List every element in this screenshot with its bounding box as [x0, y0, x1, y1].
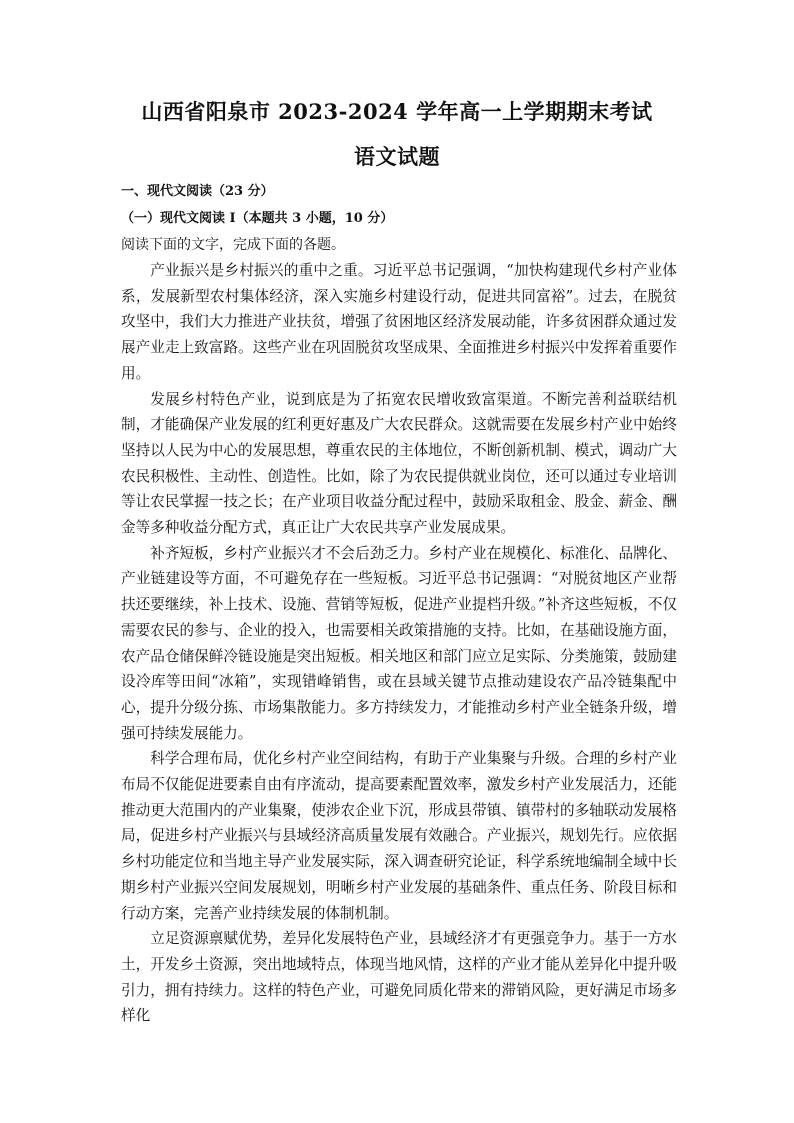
- passage-paragraph: 补齐短板，乡村产业振兴才不会后劲乏力。乡村产业在规模化、标准化、品牌化、产业链建设等方面，不可避免存在一些短板。习近平总书记强调：“对脱贫地区产业帮扶还要继续，补上技术、设施、营销等短板，促进产业提档升级。”补齐这些短板，不仅需要农民的参与、企业的投入，也需要相关政策措施的支持。比如，在基础设施方面，农产品仓储保鲜冷链设施是突出短板。相关地区和部门应立足实际、分类施策，鼓励建设冷库等田间“冰箱”，实现错峰销售，或在县域关键节点推动建设农产品冷链集配中心，提升分级分拣、市场集散能力。多方持续发力，才能推动乡村产业全链条升级，增强可持续发展能力。: [121, 544, 677, 742]
- passage-paragraph: 立足资源禀赋优势，差异化发展特色产业，县域经济才有更强竞争力。基于一方水土，开发乡土资源，突出地域特点，体现当地风情，这样的产业才能从差异化中提升吸引力，拥有持续力。这样的特色产业，可避免同质化带来的滞销风险，更好满足市场多样化: [121, 930, 677, 1025]
- subsection-heading: （一）现代文阅读 I（本题共 3 小题，10 分）: [121, 211, 394, 226]
- document-title: 山西省阳泉市 2023-2024 学年高一上学期期末考试: [141, 99, 653, 124]
- document-subtitle: 语文试题: [354, 144, 440, 169]
- section-heading: 一、现代文阅读（23 分）: [121, 184, 274, 199]
- passage-paragraph: 发展乡村特色产业，说到底是为了拓宽农民增收致富渠道。不断完善利益联结机制，才能确保产业发展的红利更好惠及广大农民群众。这就需要在发展乡村产业中始终坚持以人民为中心的发展思想，尊重农民的主体地位，不断创新机制、模式，调动广大农民积极性、主动性、创造性。比如，除了为农民提供就业岗位，还可以通过专业培训等让农民掌握一技之长；在产业项目收益分配过程中，鼓励采取租金、股金、薪金、酬金等多种收益分配方式，真正让广大农民共享产业发展成果。: [121, 390, 677, 537]
- passage-paragraph: 科学合理布局，优化乡村产业空间结构，有助于产业集聚与升级。合理的乡村产业布局不仅能促进要素自由有序流动，提高要素配置效率，激发乡村产业发展活力，还能推动更大范围内的产业集聚，使涉农企业下沉，形成县带镇、镇带村的多轴联动发展格局，促进乡村产业振兴与县域经济高质量发展有效融合。产业振兴，规划先行。应依据乡村功能定位和当地主导产业发展实际，深入调查研究论证，科学系统地编制全域中长期乡村产业振兴空间发展规划，明晰乡村产业发展的基础条件、重点任务、阶段目标和行动方案，完善产业持续发展的体制机制。: [121, 750, 677, 922]
- passage-body: [121, 258, 677, 1029]
- reading-instruction: 阅读下面的文字，完成下面的各题。: [121, 237, 345, 253]
- passage-paragraph: 产业振兴是乡村振兴的重中之重。习近平总书记强调，“加快构建现代乡村产业体系，发展新型农村集体经济，深入实施乡村建设行动，促进共同富裕”。过去，在脱贫攻坚中，我们大力推进产业扶贫，增强了贫困地区经济发展动能，许多贫困群众通过发展产业走上致富路。这些产业在巩固脱贫攻坚成果、全面推进乡村振兴中发挥着重要作用。: [121, 262, 677, 382]
